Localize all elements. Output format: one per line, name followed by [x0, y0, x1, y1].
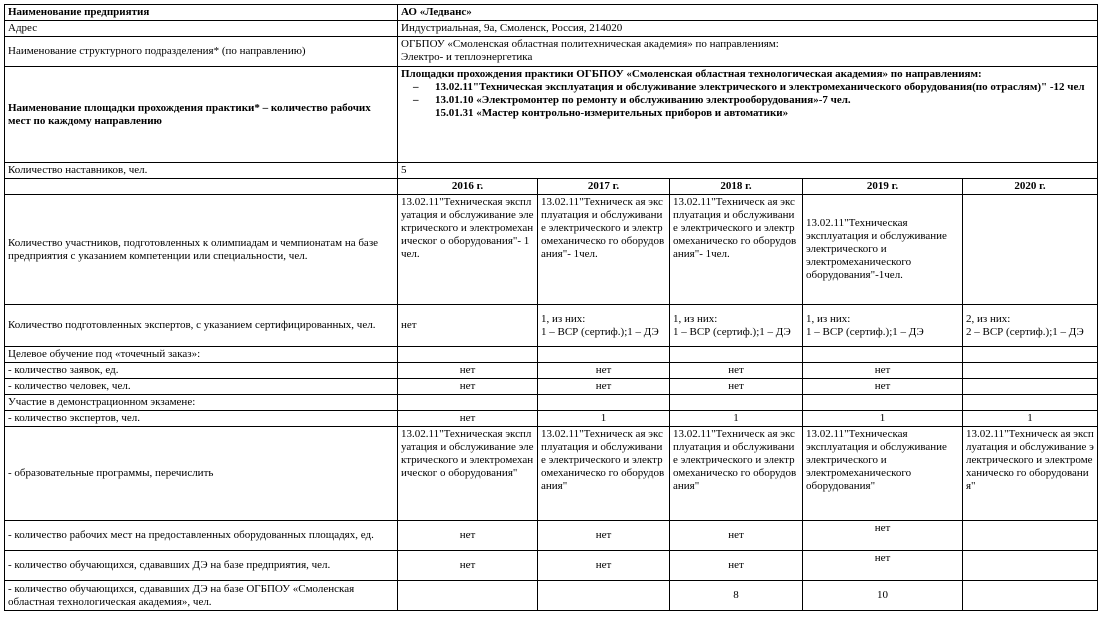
row-target-training	[5, 347, 1098, 363]
row-company	[5, 5, 1098, 21]
year-header: 2016 г.	[398, 179, 538, 195]
empty-cell	[398, 395, 538, 411]
row-requests	[5, 363, 1098, 379]
year-header: 2017 г.	[538, 179, 670, 195]
site-direction-2: 13.01.10 «Электромонтер по ремонту и обслуживанию электрооборудования»-7 чел.	[435, 94, 851, 106]
requests-cell: нет	[670, 363, 803, 379]
olympiad-cell: 13.02.11"Техническ ая эксплуатация и обслуживание электрического и электромеханическо го оборудования"- 1чел.	[670, 195, 803, 305]
row-olympiad	[5, 195, 1098, 305]
workplaces-cell: нет	[538, 521, 670, 551]
empty-cell	[538, 347, 670, 363]
olympiad-cell: 13.02.11"Техническая эксплуатация и обслуживание электрического и электромеханическог о оборудования"- 1чел.	[398, 195, 538, 305]
row-demo-experts	[5, 411, 1098, 427]
row-mentors	[5, 163, 1098, 179]
olympiad-cell	[963, 195, 1098, 305]
requests-cell: нет	[398, 363, 538, 379]
students-academy-cell	[963, 581, 1098, 611]
requests-label: - количество заявок, ед.	[5, 363, 398, 379]
demo-experts-cell: 1	[670, 411, 803, 427]
demo-experts-cell: 1	[538, 411, 670, 427]
experts-cell: 2, из них: 2 – ВСР (сертиф.);1 – ДЭ	[963, 305, 1098, 347]
olympiad-label: Количество участников, подготовленных к олимпиадам и чемпионатам на базе предприятия с указанием компетенции или специальности, чел.	[5, 195, 398, 305]
empty-cell	[803, 395, 963, 411]
site-direction-item	[413, 81, 1094, 94]
site-direction-item	[435, 107, 1094, 120]
program-cell: 13.02.11"Техническ ая эксплуатация и обслуживание электрического и электромеханическо го оборудования"	[963, 427, 1098, 521]
row-people	[5, 379, 1098, 395]
row-students-academy	[5, 581, 1098, 611]
division-label: Наименование структурного подразделения* (по направлению)	[5, 37, 398, 67]
programs-label: - образовательные программы, перечислить	[5, 427, 398, 521]
students-company-cell: нет	[398, 551, 538, 581]
students-company-label: - количество обучающихся, сдававших ДЭ на базе предприятия, чел.	[5, 551, 398, 581]
program-cell: 13.02.11"Техническая эксплуатация и обслуживание электрического и электромеханического оборудования"	[803, 427, 963, 521]
students-academy-cell: 10	[803, 581, 963, 611]
program-cell: 13.02.11"Техническ ая эксплуатация и обслуживание электрического и электромеханическо го оборудования"	[538, 427, 670, 521]
people-cell: нет	[670, 379, 803, 395]
people-cell: нет	[538, 379, 670, 395]
empty-cell	[803, 347, 963, 363]
demo-experts-cell: нет	[398, 411, 538, 427]
company-label: Наименование предприятия	[5, 5, 398, 21]
experts-label: Количество подготовленных экспертов, с указанием сертифицированных, чел.	[5, 305, 398, 347]
row-address	[5, 21, 1098, 37]
students-academy-cell	[398, 581, 538, 611]
division-value	[398, 37, 1098, 67]
program-cell: 13.02.11"Техническая эксплуатация и обслуживание электрического и электромеханическог о оборудования"	[398, 427, 538, 521]
empty-cell	[538, 395, 670, 411]
requests-cell	[963, 363, 1098, 379]
people-label: - количество человек, чел.	[5, 379, 398, 395]
mentors-value: 5	[398, 163, 1098, 179]
olympiad-cell: 13.02.11"Техническ ая эксплуатация и обслуживание электрического и электромеханическо го оборудования"- 1чел.	[538, 195, 670, 305]
site-value	[398, 67, 1098, 163]
year-header: 2018 г.	[670, 179, 803, 195]
empty-cell	[670, 347, 803, 363]
row-students-company	[5, 551, 1098, 581]
students-academy-label: - количество обучающихся, сдававших ДЭ на базе ОГБПОУ «Смоленская областная технологическая академия», чел.	[5, 581, 398, 611]
experts-cell: 1, из них: 1 – ВСР (сертиф.);1 – ДЭ	[670, 305, 803, 347]
site-direction-3: 15.01.31 «Мастер контрольно-измерительных приборов и автоматики»	[435, 107, 789, 119]
row-programs	[5, 427, 1098, 521]
demo-experts-cell: 1	[963, 411, 1098, 427]
empty-cell	[670, 395, 803, 411]
site-direction-item	[413, 94, 1094, 107]
students-company-cell	[963, 551, 1098, 581]
address-label: Адрес	[5, 21, 398, 37]
requests-cell: нет	[803, 363, 963, 379]
dash-marker: –	[413, 81, 419, 93]
year-header: 2020 г.	[963, 179, 1098, 195]
row-workplaces	[5, 521, 1098, 551]
division-value-line-2: Электро- и теплоэнергетика	[401, 51, 533, 63]
people-cell: нет	[803, 379, 963, 395]
workplaces-cell: нет	[803, 521, 963, 551]
row-division	[5, 37, 1098, 67]
division-value-line-1: ОГБПОУ «Смоленская областная политехническая академия» по направлениям:	[401, 38, 779, 50]
demo-exam-label: Участие в демонстрационном экзамене:	[5, 395, 398, 411]
workplaces-cell: нет	[670, 521, 803, 551]
experts-cell: нет	[398, 305, 538, 347]
site-direction-1: 13.02.11"Техническая эксплуатация и обслуживание электрического и электромеханического оборудования(по отраслям)" -12 чел	[435, 81, 1085, 93]
empty-cell	[963, 395, 1098, 411]
students-company-cell: нет	[538, 551, 670, 581]
workplaces-label: - количество рабочих мест на предоставленных оборудованных площадях, ед.	[5, 521, 398, 551]
target-training-label: Целевое обучение под «точечный заказ»:	[5, 347, 398, 363]
workplaces-cell	[963, 521, 1098, 551]
years-corner	[5, 179, 398, 195]
row-experts	[5, 305, 1098, 347]
row-practice-site	[5, 67, 1098, 163]
mentors-label: Количество наставников, чел.	[5, 163, 398, 179]
people-cell	[963, 379, 1098, 395]
students-company-cell: нет	[670, 551, 803, 581]
site-direction-list	[401, 81, 1094, 120]
company-value: АО «Ледванс»	[398, 5, 1098, 21]
olympiad-cell: 13.02.11"Техническая эксплуатация и обслуживание электрического и электромеханического оборудования"-1чел.	[803, 195, 963, 305]
students-academy-cell: 8	[670, 581, 803, 611]
students-company-cell: нет	[803, 551, 963, 581]
demo-experts-label: - количество экспертов, чел.	[5, 411, 398, 427]
empty-cell	[963, 347, 1098, 363]
experts-cell: 1, из них: 1 – ВСР (сертиф.);1 – ДЭ	[803, 305, 963, 347]
workplaces-cell: нет	[398, 521, 538, 551]
address-value: Индустриальная, 9а, Смоленск, Россия, 214020	[398, 21, 1098, 37]
enterprise-report-table	[4, 4, 1098, 611]
row-demo-exam	[5, 395, 1098, 411]
demo-experts-cell: 1	[803, 411, 963, 427]
empty-cell	[398, 347, 538, 363]
requests-cell: нет	[538, 363, 670, 379]
program-cell: 13.02.11"Техническ ая эксплуатация и обслуживание электрического и электромеханическо го оборудования"	[670, 427, 803, 521]
site-label: Наименование площадки прохождения практики* – количество рабочих мест по каждому направлению	[5, 67, 398, 163]
site-title: Площадки прохождения практики ОГБПОУ «Смоленская областная технологическая академия» по направлениям:	[401, 68, 982, 80]
row-years	[5, 179, 1098, 195]
dash-marker: –	[413, 94, 419, 106]
experts-cell: 1, из них: 1 – ВСР (сертиф.);1 – ДЭ	[538, 305, 670, 347]
students-academy-cell	[538, 581, 670, 611]
people-cell: нет	[398, 379, 538, 395]
year-header: 2019 г.	[803, 179, 963, 195]
